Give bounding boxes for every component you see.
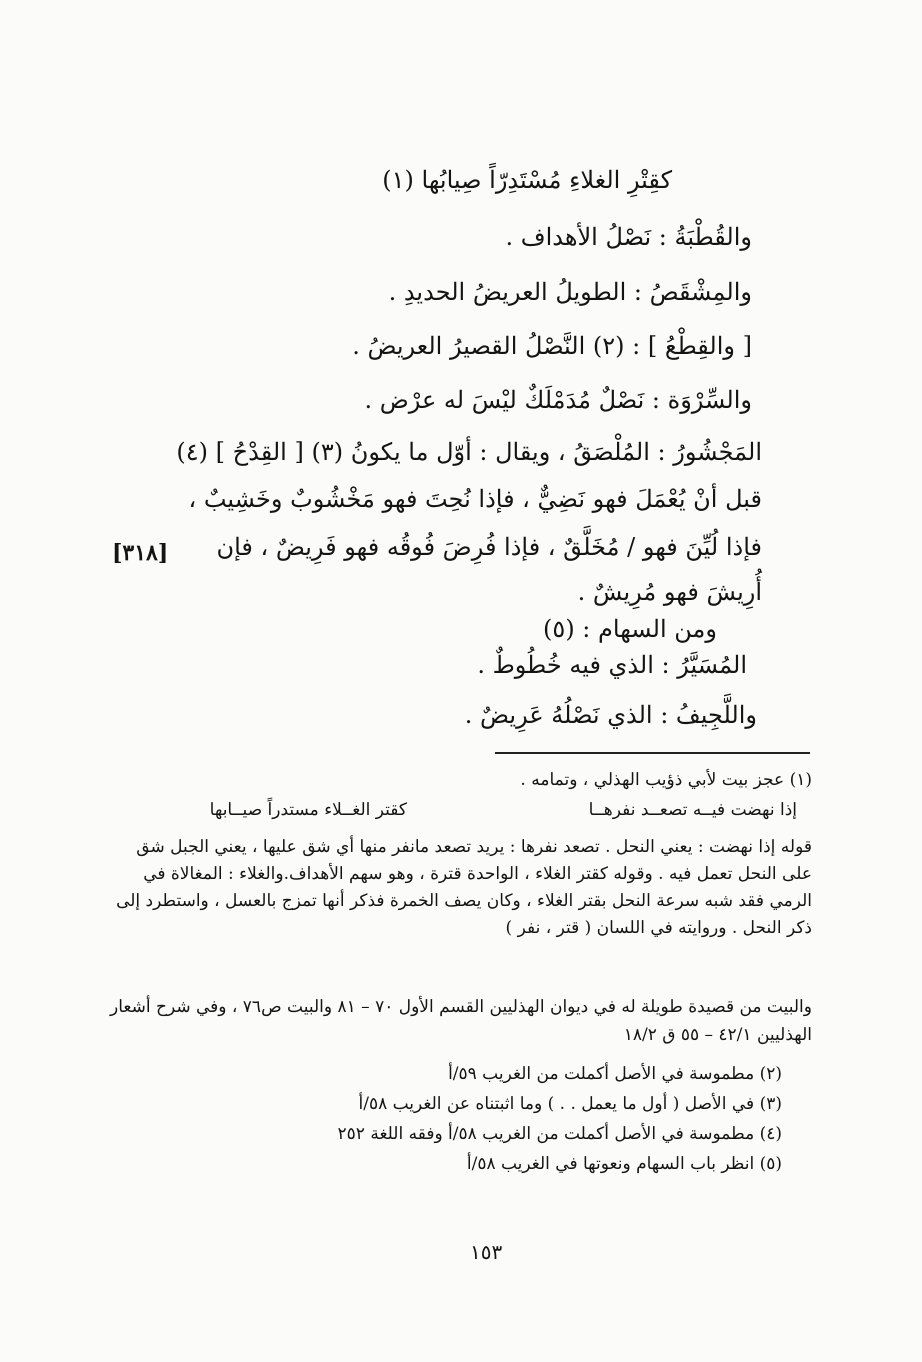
footnote-1-intro: (١) عجز بيت لأبي ذؤيب الهذلي ، وتمامه . [520, 770, 812, 790]
footnote-separator [495, 752, 810, 754]
text-line: [ والقِطْعُ ] : (٢) النَّصْلُ القصيرُ العريضُ . [352, 332, 752, 360]
text-line: والمِشْقَصُ : الطويلُ العريضُ الحديدِ . [388, 278, 752, 306]
text-line: واللَّجِيفُ : الذي نَصْلُهُ عَرِيضٌ . [464, 701, 757, 729]
margin-page-ref: [٣١٨] [112, 540, 169, 566]
text-line: المَجْشُورُ : المُلْصَقُ ، ويقال : أوّل ما يكونُ (٣) [ القِدْحُ ] (٤) [176, 438, 762, 466]
footnote-verse-second: كقتر الغــلاء مستدراً صيــابها [209, 800, 407, 820]
footnote-2: (٢) مطموسة في الأصل أكملت من الغريب ٥٩/أ [448, 1064, 782, 1084]
footnote-4: (٤) مطموسة في الأصل أكملت من الغريب ٥٨/أ وفقه اللغة ٢٥٢ [337, 1124, 782, 1144]
footnote-1-source: والبيت من قصيدة طويلة له في ديوان الهذليين القسم الأول ٧٠ – ٨١ والبيت ص٧٦ ، وفي شرح أشعار الهذليين ٤٢/١ – ٥٥ ق ١٨/٢ [110, 997, 812, 1045]
text-line: قبل أنْ يُعْمَلَ فهو نَضِيٌّ ، فإذا نُحِتَ فهو مَخْشُوبٌ وخَشِيبٌ ، [188, 485, 762, 513]
text-line: والقُطْبَةُ : نَصْلُ الأهداف . [505, 223, 752, 251]
footnote-verse-first: إذا نهضت فيــه تصعــد نفرهــا [588, 800, 797, 820]
text-line: فإذا لُيِّنَ فهو / مُخَلَّقٌ ، فإذا فُرِضَ فُوقُه فهو فَرِيضٌ ، فإن [216, 533, 762, 561]
footnote-5: (٥) انظر باب السهام ونعوتها في الغريب ٥٨/أ [466, 1154, 782, 1174]
footnote-3: (٣) في الأصل ( أول ما يعمل . . ) وما اثبتناه عن الغريب ٥٨/أ [358, 1094, 782, 1114]
verse-line: كقِتْرِ الغلاءِ مُسْتَدِرّاً صِيابُها (١) [382, 166, 672, 194]
footnote-1-commentary: قوله إذا نهضت : يعني النحل . تصعد نفرها : يريد تصعد مانفر منها أي شق عليها ، يعني الجبل شق على النحل تعمل فيه . وقوله كقتر الغلاء ، الواحدة قترة ، وهو سهم الأهداف.والغلاء : المغالاة في الرمي فقد شبه سرعة النحل بقتر الغلاء ، وكان يصف الخمرة فذكر أنها تمزج بالعسل ، واستطرد إلى ذكر النحل . وروايته في اللسان ( قتر ، نفر ) [116, 837, 812, 938]
page-number: ١٥٣ [470, 1240, 503, 1264]
text-line: أُرِيشَ فهو مُرِيشٌ . [577, 578, 762, 606]
text-line: والسِّرْوَة : نَصْلٌ مُدَمْلَكٌ ليْسَ له عرْض . [364, 386, 752, 414]
text-line: ومن السهام : (٥) [543, 615, 717, 643]
text-line: المُسَيَّرُ : الذي فيه خُطُوطٌ . [477, 651, 747, 679]
